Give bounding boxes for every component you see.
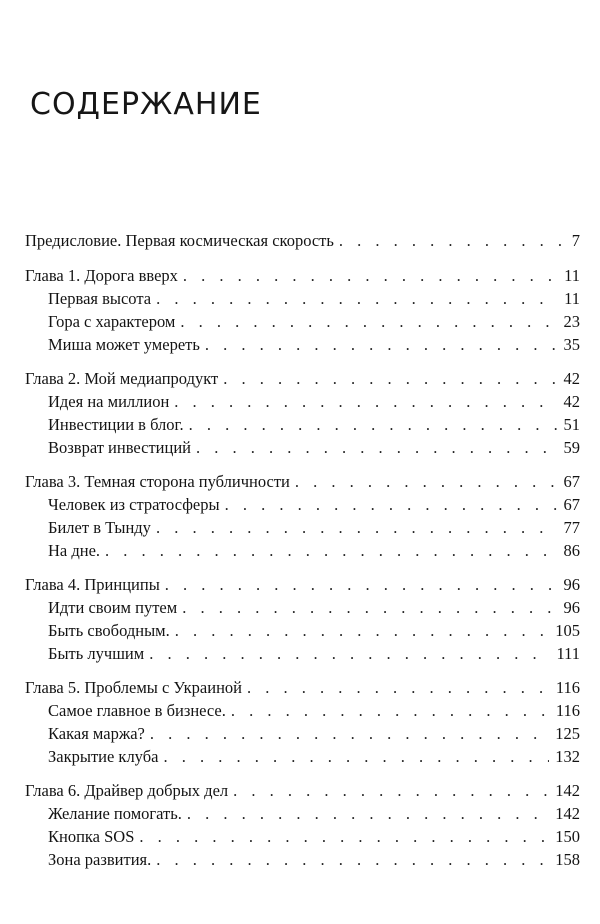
dot-leader — [174, 390, 557, 414]
dot-leader — [189, 413, 558, 437]
toc-entry-label: Инвестиции в блог. — [48, 415, 184, 434]
dot-leader — [183, 264, 558, 288]
dot-leader — [231, 699, 550, 723]
toc-page-number: 158 — [555, 850, 580, 869]
toc-page-number: 51 — [563, 415, 580, 434]
toc-page-number: 142 — [555, 804, 580, 823]
toc-page-number: 125 — [555, 724, 580, 743]
dot-leader — [196, 436, 558, 460]
toc-entry-section — [48, 848, 580, 872]
toc-page-number: 59 — [563, 438, 580, 457]
dot-leader — [149, 642, 550, 666]
toc-page-number: 35 — [563, 335, 580, 354]
dot-leader — [105, 539, 557, 563]
toc-entry-label: Быть лучшим — [48, 644, 145, 663]
toc-entry-chapter-5 — [25, 676, 580, 700]
dot-leader — [150, 722, 549, 746]
toc-entry-section — [48, 619, 580, 643]
toc-entry-label: Быть свободным. — [48, 621, 170, 640]
toc-entry-section — [48, 516, 580, 540]
toc-entry-label: Глава 4. Принципы — [25, 575, 160, 594]
dot-leader — [205, 333, 558, 357]
toc-entry-section — [48, 436, 580, 460]
toc-entry-section — [48, 802, 580, 826]
dot-leader — [165, 573, 558, 597]
dot-leader — [295, 470, 558, 494]
toc-page-number: 7 — [571, 231, 580, 250]
dot-leader — [175, 619, 550, 643]
toc-entry-label: Глава 5. Проблемы с Украиной — [25, 678, 242, 697]
dot-leader — [247, 676, 550, 700]
toc-page-number: 42 — [563, 369, 580, 388]
toc-entry-section — [48, 722, 580, 746]
dot-leader — [225, 493, 558, 517]
toc-page-number: 96 — [563, 598, 580, 617]
dot-leader — [339, 229, 566, 253]
toc-entry-section — [48, 310, 580, 334]
dot-leader — [223, 367, 557, 391]
dot-leader — [233, 779, 549, 803]
dot-leader — [156, 287, 558, 311]
toc-entry-label: Глава 3. Темная сторона публичности — [25, 472, 290, 491]
toc-entry-label: Первая высота — [48, 289, 152, 308]
toc-entry-label: Идти своим путем — [48, 598, 178, 617]
toc-entry-section — [48, 539, 580, 563]
toc-entry-section — [48, 333, 580, 357]
toc-entry-label: Идея на миллион — [48, 392, 170, 411]
toc-entry-label: Кнопка SOS — [48, 827, 135, 846]
toc-entry-label: Возврат инвестиций — [48, 438, 191, 457]
toc-entry-label: Желание помогать. — [48, 804, 182, 823]
toc-entry-chapter-3 — [25, 470, 580, 494]
dot-leader — [163, 745, 549, 769]
toc-page-number: 116 — [555, 678, 580, 697]
toc-entry-label: Глава 1. Дорога вверх — [25, 266, 178, 285]
toc-entry-label: Миша может умереть — [48, 335, 200, 354]
toc-entry-section — [48, 745, 580, 769]
toc-entry-label: Закрытие клуба — [48, 747, 159, 766]
toc-page-number: 111 — [556, 644, 580, 663]
toc-page-number: 67 — [563, 495, 580, 514]
toc-entry-preface — [25, 229, 580, 253]
toc-page-number: 11 — [564, 289, 580, 308]
toc-entry-chapter-4 — [25, 573, 580, 597]
toc-page-number: 77 — [563, 518, 580, 537]
toc-entry-section — [48, 287, 580, 311]
toc-entry-label: Предисловие. Первая космическая скорость — [25, 231, 334, 250]
toc-entry-section — [48, 642, 580, 666]
toc-page-number: 116 — [555, 701, 580, 720]
toc-entry-chapter-2 — [25, 367, 580, 391]
toc-entry-label: Гора с характером — [48, 312, 176, 331]
dot-leader — [182, 596, 557, 620]
toc-entry-section — [48, 390, 580, 414]
toc-entry-section — [48, 699, 580, 723]
toc-entry-label: Глава 2. Мой медиапродукт — [25, 369, 219, 388]
toc-entry-section — [48, 493, 580, 517]
dot-leader — [156, 516, 558, 540]
toc-page-number: 150 — [555, 827, 580, 846]
toc-entry-label: На дне. — [48, 541, 101, 560]
toc-page-number: 23 — [563, 312, 580, 331]
toc-page-number: 105 — [555, 621, 580, 640]
dot-leader — [156, 848, 549, 872]
toc-page-number: 132 — [555, 747, 580, 766]
page-title: СОДЕРЖАНИЕ — [30, 87, 262, 122]
toc-entry-section — [48, 825, 580, 849]
dot-leader — [139, 825, 549, 849]
toc-entry-section — [48, 596, 580, 620]
toc-entry-label: Зона развития. — [48, 850, 152, 869]
dot-leader — [180, 310, 557, 334]
toc-page-number: 86 — [563, 541, 580, 560]
toc-page-number: 11 — [564, 266, 580, 285]
toc-entry-section — [48, 413, 580, 437]
toc-page-number: 96 — [563, 575, 580, 594]
toc-entry-label: Человек из стратосферы — [48, 495, 220, 514]
toc-page-number: 67 — [563, 472, 580, 491]
toc-entry-label: Глава 6. Драйвер добрых дел — [25, 781, 229, 800]
toc-entry-chapter-1 — [25, 264, 580, 288]
toc-entry-chapter-6 — [25, 779, 580, 803]
toc-entry-label: Билет в Тынду — [48, 518, 151, 537]
toc-entry-label: Какая маржа? — [48, 724, 145, 743]
toc-entry-label: Самое главное в бизнесе. — [48, 701, 226, 720]
toc-page-number: 142 — [555, 781, 580, 800]
dot-leader — [187, 802, 549, 826]
toc-page-number: 42 — [563, 392, 580, 411]
